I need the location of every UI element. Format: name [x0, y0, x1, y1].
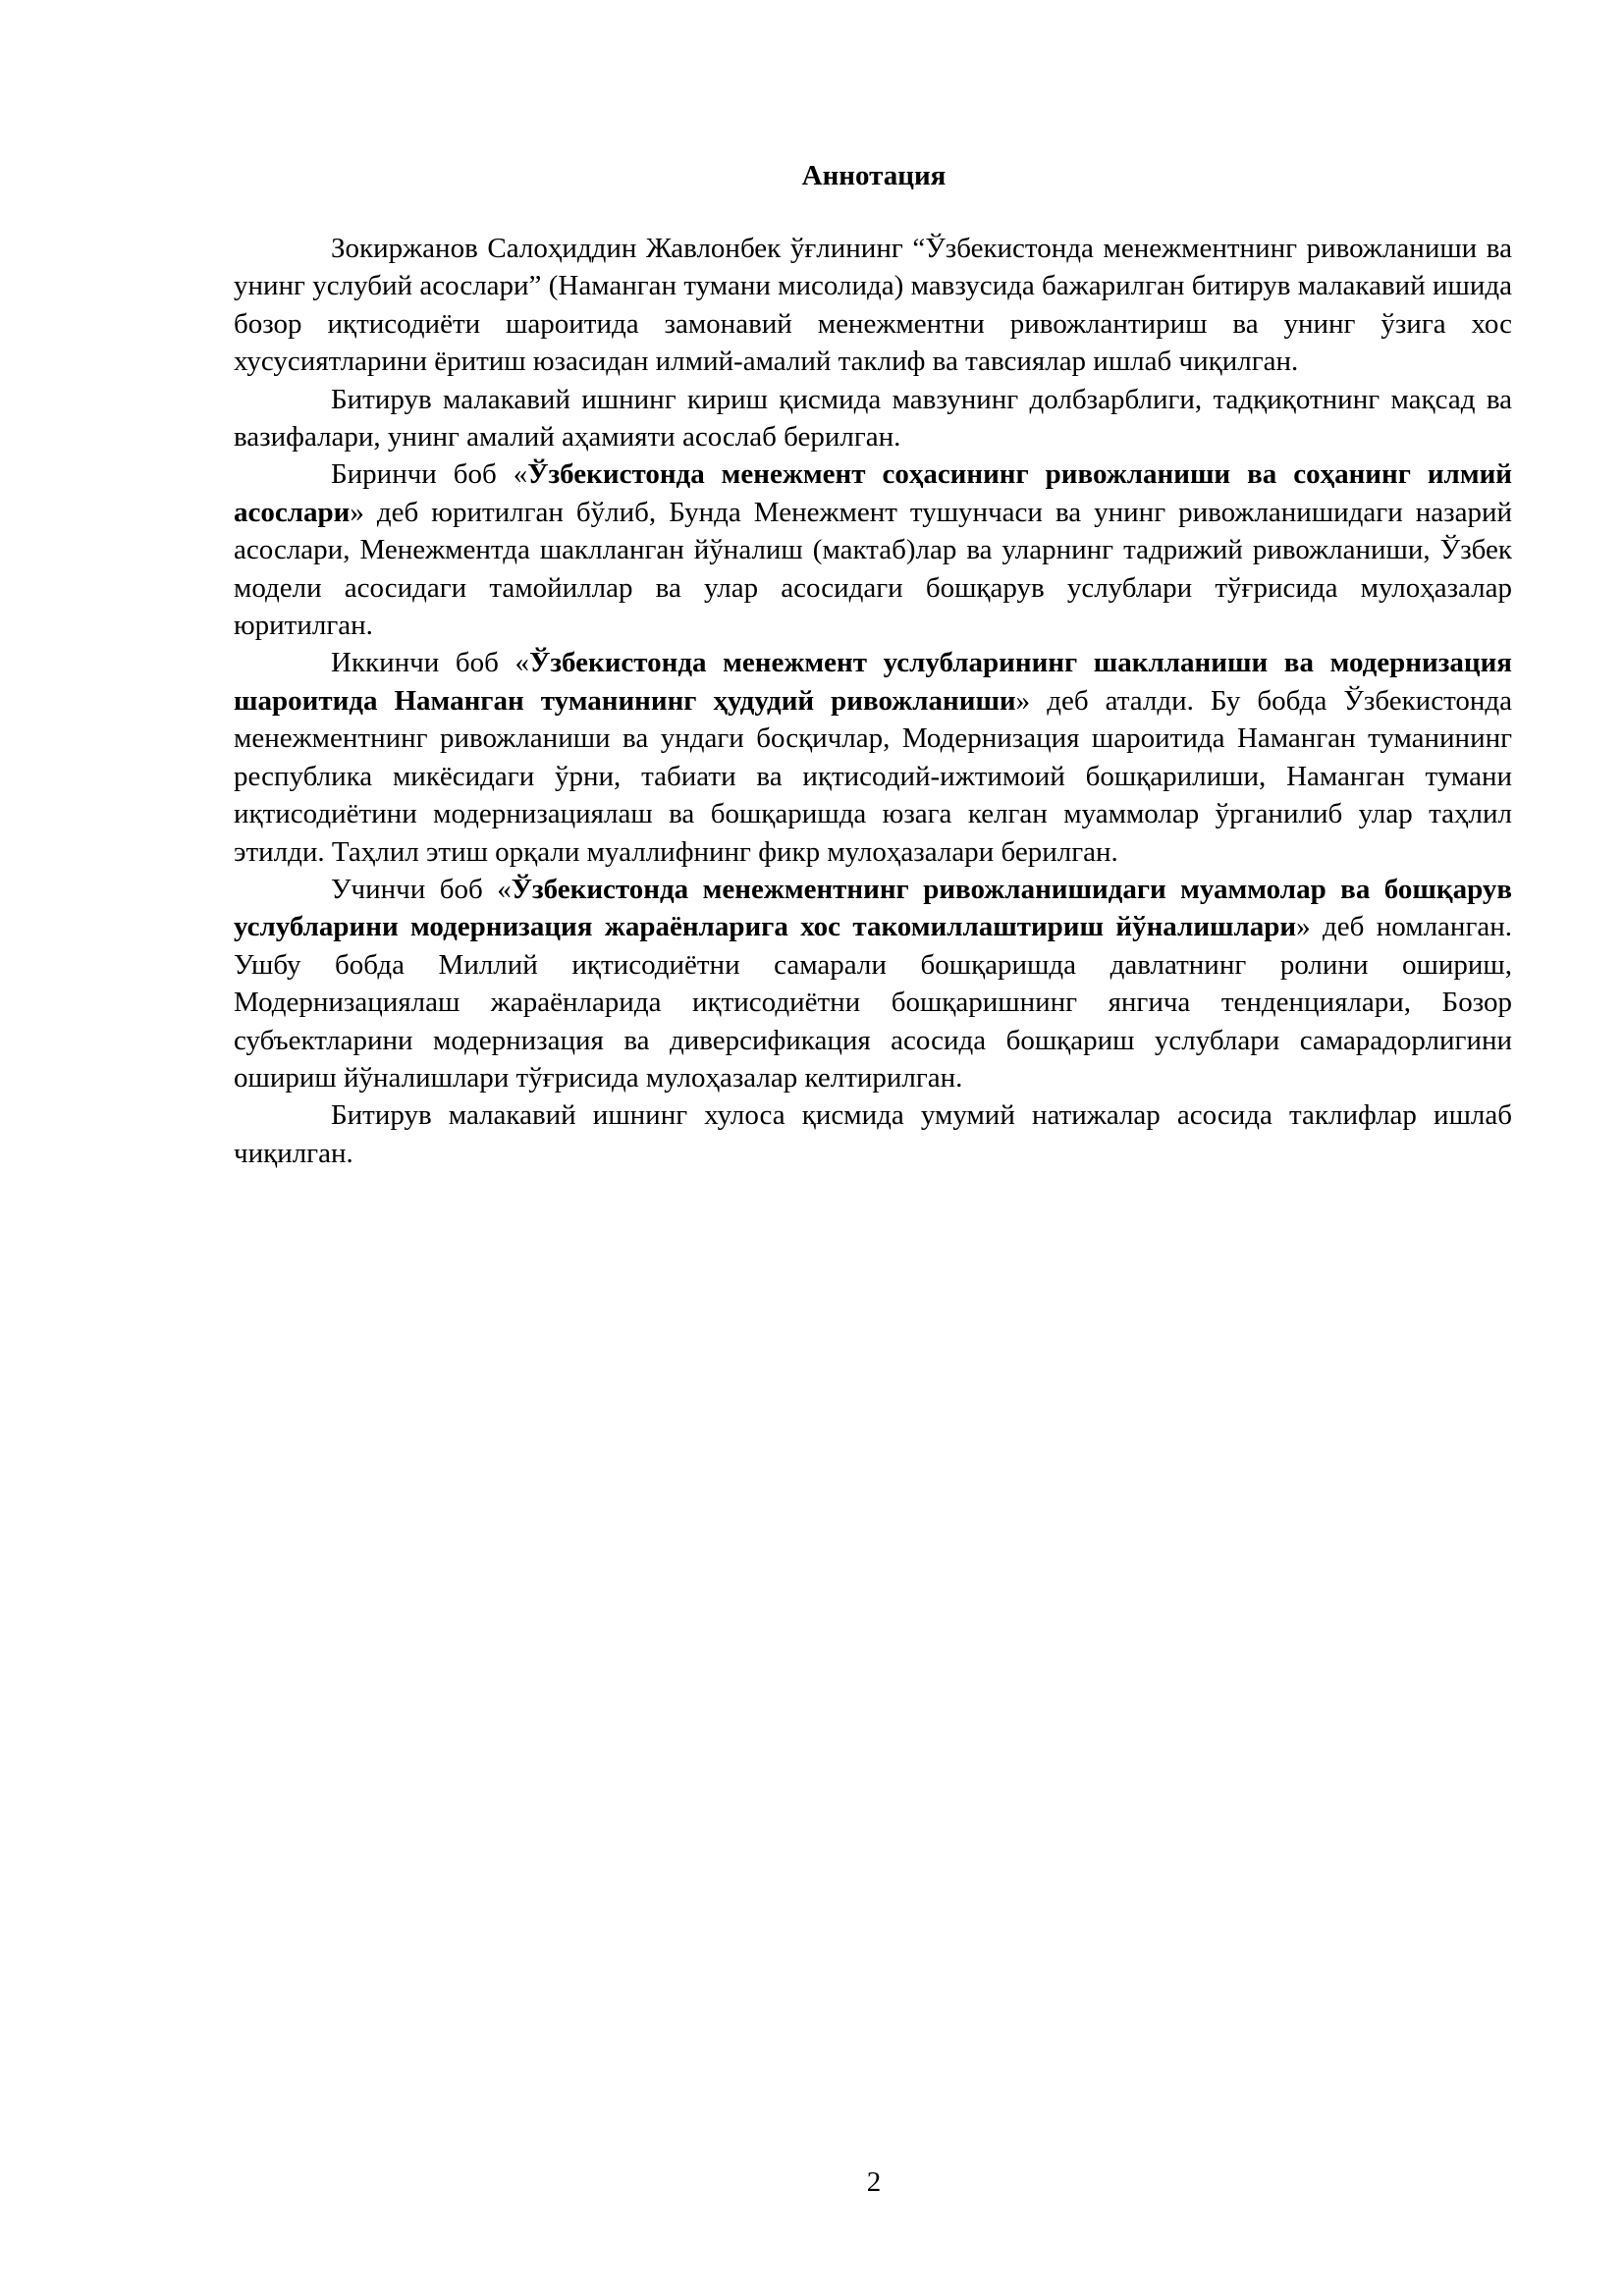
chapter-one-title: Ўзбекистонда менежмент соҳасининг ривожланиши ва соҳанинг илмий асослари: [234, 458, 1512, 528]
chapter-two-title: Ўзбекистонда менежмент услубларининг шаклланиши ва модернизация шароитида Наманган туманининг ҳудудий ривожланиши: [234, 647, 1512, 717]
paragraph-text: Иккинчи боб «: [331, 647, 530, 679]
paragraph-conclusion: [234, 1096, 1512, 1172]
paragraph-text: » деб юритилган бўлиб, Бунда Менежмент тушунчаси ва унинг ривожланишидаги назарий асослари, Менежментда шаклланган йўналиш (мактаб)лар ва уларнинг тадрижий ривожланиши, Ўзбек модели асосидаги тамойиллар ва улар асосидаги бошқарув услублари тўғрисида мулоҳазалар юритилган.: [234, 496, 1512, 642]
paragraph-text: » деб номланган. Ушбу бобда Миллий иқтисодиётни самарали бошқаришда давлатнинг ролини ошириш, Модернизациялаш жараёнларида иқтисодиётни бошқаришнинг янгича тенденциялари, Бозор субъектларини модернизация ва диверсификация асосида бошқариш услублари самарадорлигини ошириш йўналишлари тўғрисида мулоҳазалар келтирилган.: [234, 911, 1512, 1094]
paragraph-text: Битирув малакавий ишнинг хулоса қисмида умумий натижалар асосида таклифлар ишлаб чиқилган.: [234, 1099, 1512, 1169]
paragraph-text: Зокиржанов Салоҳиддин Жавлонбек ўғлининг “Ўзбекистонда менежментнинг ривожланиши ва унинг услубий асослари” (Наманган тумани мисолида) мавзусида бажарилган битирув малакавий ишида бозор иқтисодиёти шароитида замонавий менежментни ривожлантириш ва унинг ўзига хос хусусиятларини ёритиш юзасидан илмий-амалий таклиф ва тавсиялар ишлаб чиқилган.: [234, 233, 1512, 378]
paragraph-text: Биринчи боб «: [331, 458, 528, 491]
page-title: Аннотация: [801, 160, 947, 191]
paragraph-chapter-three: [234, 871, 1512, 1096]
paragraph-introduction-section: [234, 381, 1512, 456]
annotation-body: [234, 230, 1512, 1172]
paragraph-text: Учинчи боб «: [331, 873, 512, 905]
chapter-three-title: Ўзбекистонда менежментнинг ривожланишидаги муаммолар ва бошқарув услубларини модернизация жараёнларига хос такомиллаштириш йўналишлари: [234, 873, 1512, 943]
page-number: 2: [866, 2166, 882, 2198]
paragraph-chapter-one: [234, 455, 1512, 644]
paragraph-chapter-two: [234, 644, 1512, 870]
paragraph-intro: [234, 230, 1512, 381]
paragraph-text: » деб аталди. Бу бобда Ўзбекистонда менежментнинг ривожланиши ва ундаги босқичлар, Модернизация шароитида Наманган туманининг республика микёсидаги ўрни, табиати ва иқтисодий-ижтимоий бошқарилиши, Наманган тумани иқтисодиётини модернизациялаш ва бошқаришда юзага келган муаммолар ўрганилиб улар таҳлил этилди. Таҳлил этиш орқали муаллифнинг фикр мулоҳазалари берилган.: [234, 684, 1513, 868]
paragraph-text: Битирув малакавий ишнинг кириш қисмида мавзунинг долбзарблиги, тадқиқотнинг мақсад ва вазифалари, унинг амалий аҳамияти асослаб берилган.: [234, 383, 1512, 454]
